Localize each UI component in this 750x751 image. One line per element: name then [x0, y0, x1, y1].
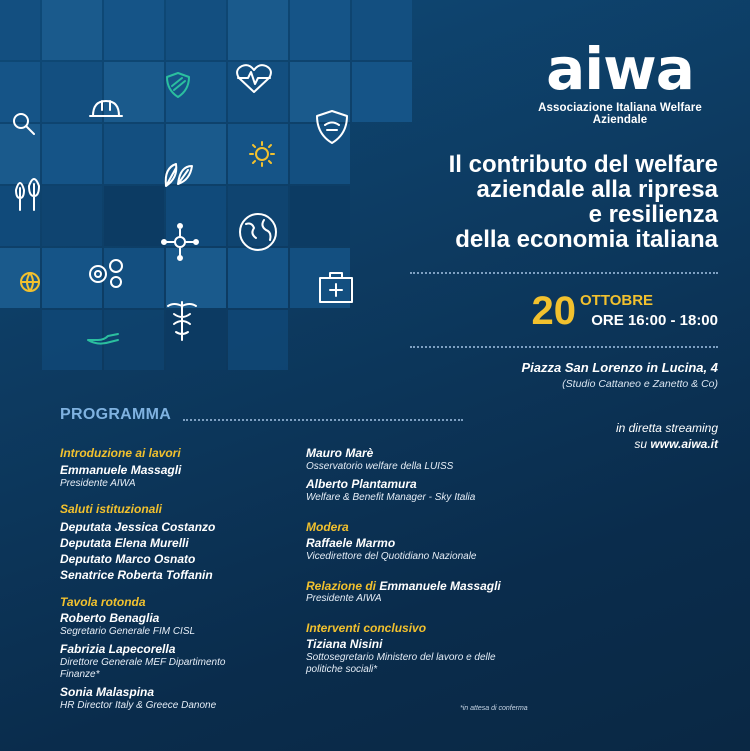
- heartbeat-icon: [236, 62, 276, 104]
- program-left-column: [60, 446, 300, 712]
- speaker-role: politiche sociali*: [306, 664, 378, 675]
- streaming-info: [616, 420, 718, 452]
- speaker-role: Sottosegretario Ministero del lavoro e delle: [306, 652, 496, 663]
- speaker-name: Senatrice Roberta Toffanin: [60, 568, 213, 582]
- mosaic-tile: [228, 248, 288, 308]
- sun-icon: [250, 142, 290, 184]
- speaker-name: Emmanuele Massagli: [60, 463, 182, 477]
- hard-hat-icon: [88, 96, 128, 138]
- mosaic-tile: [290, 186, 350, 246]
- speaker-name: Roberto Benaglia: [60, 611, 160, 625]
- aiwa-logo: [520, 35, 720, 126]
- website-link[interactable]: www.aiwa.it: [650, 437, 718, 451]
- section-heading: Modera: [306, 520, 349, 534]
- speaker-name: Fabrizia Lapecorella: [60, 642, 176, 656]
- speaker-name: Sonia Malaspina: [60, 685, 155, 699]
- event-title: [388, 152, 718, 252]
- health-shield-icon: [316, 110, 356, 152]
- mosaic-tile: [166, 0, 226, 60]
- speaker-role: HR Director Italy & Greece Danone: [60, 700, 217, 711]
- speaker-name: Raffaele Marmo: [306, 536, 396, 550]
- speaker-role: Direttore Generale MEF Dipartimento: [60, 657, 226, 668]
- speaker-name: Deputata Jessica Costanzo: [60, 520, 216, 534]
- speaker-name: Deputato Marco Osnato: [60, 552, 196, 566]
- mosaic-tile: [290, 0, 350, 60]
- speaker-role: Segretario Generale FIM CISL: [60, 626, 196, 637]
- venue-note: (Studio Cattaneo e Zanetto & Co): [562, 378, 718, 390]
- venue-name: Piazza San Lorenzo in Lucina, 4: [521, 360, 718, 375]
- speaker-name: Mauro Marè: [306, 446, 374, 460]
- section-heading: Introduzione ai lavori: [60, 446, 181, 460]
- speaker-role: Osservatorio welfare della LUISS: [306, 461, 454, 472]
- mosaic-tile: [352, 0, 412, 60]
- speaker-name: Emmanuele Massagli: [379, 579, 501, 593]
- speaker-name: Deputata Elena Murelli: [60, 536, 189, 550]
- title-line: e resilienza: [588, 201, 718, 228]
- logo-wordmark: aiwa: [546, 35, 694, 103]
- search-icon: [12, 112, 52, 154]
- mosaic-tile: [352, 62, 412, 122]
- speaker-role: Finanze*: [60, 669, 100, 680]
- footnote: *in attesa di conferma: [460, 705, 528, 712]
- date-month: OTTOBRE: [580, 292, 654, 309]
- speaker-role: Presidente AIWA: [60, 478, 136, 489]
- date-day: 20: [531, 289, 576, 333]
- gears-icon: [86, 252, 126, 294]
- speaker-role: Presidente AIWA: [306, 593, 382, 604]
- streaming-line: [616, 436, 718, 452]
- event-date: [518, 290, 718, 332]
- streaming-prefix: su: [634, 437, 651, 451]
- icon-mosaic: [0, 0, 440, 420]
- title-line: Il contributo del welfare: [448, 151, 718, 178]
- mosaic-tile: [104, 186, 164, 246]
- shield-icon: [166, 72, 206, 114]
- hand-icon: [86, 332, 126, 374]
- mosaic-tile: [0, 0, 40, 60]
- divider: [410, 272, 718, 274]
- programma-divider: [183, 419, 463, 421]
- speaker-role: Vicedirettore del Quotidiano Nazionale: [306, 551, 477, 562]
- first-aid-kit-icon: [318, 270, 358, 312]
- date-time: ORE 16:00 - 18:00: [591, 312, 718, 329]
- logo-subtitle: Associazione Italiana Welfare Aziendale: [538, 102, 702, 126]
- caduceus-icon: [164, 300, 204, 342]
- section-heading: Saluti istituzionali: [60, 502, 163, 516]
- title-line: aziendale alla ripresa: [476, 176, 718, 203]
- streaming-line: in diretta streaming: [615, 421, 718, 435]
- programma-heading: PROGRAMMA: [60, 406, 172, 423]
- section-heading: Tavola rotonda: [60, 595, 146, 609]
- network-icon: [162, 224, 202, 266]
- trees-icon: [12, 176, 52, 218]
- event-venue: [522, 360, 719, 390]
- speaker-name: Alberto Plantamura: [306, 477, 417, 491]
- speaker-role: Welfare & Benefit Manager - Sky Italia: [306, 492, 476, 503]
- mosaic-tile: [104, 0, 164, 60]
- mosaic-tile: [228, 0, 288, 60]
- leaf-icon: [162, 158, 202, 200]
- section-heading-relazione: [306, 579, 566, 593]
- section-heading-prefix: Relazione di: [306, 579, 380, 593]
- web-globe-icon: [20, 272, 60, 314]
- mosaic-tile: [228, 310, 288, 370]
- globe-icon: [238, 212, 278, 254]
- mosaic-tile: [42, 0, 102, 60]
- speaker-name: Tiziana Nisini: [306, 637, 383, 651]
- title-line: della economia italiana: [455, 226, 718, 253]
- divider: [410, 346, 718, 348]
- program-right-column: [306, 446, 566, 676]
- section-heading: Interventi conclusivo: [306, 621, 427, 635]
